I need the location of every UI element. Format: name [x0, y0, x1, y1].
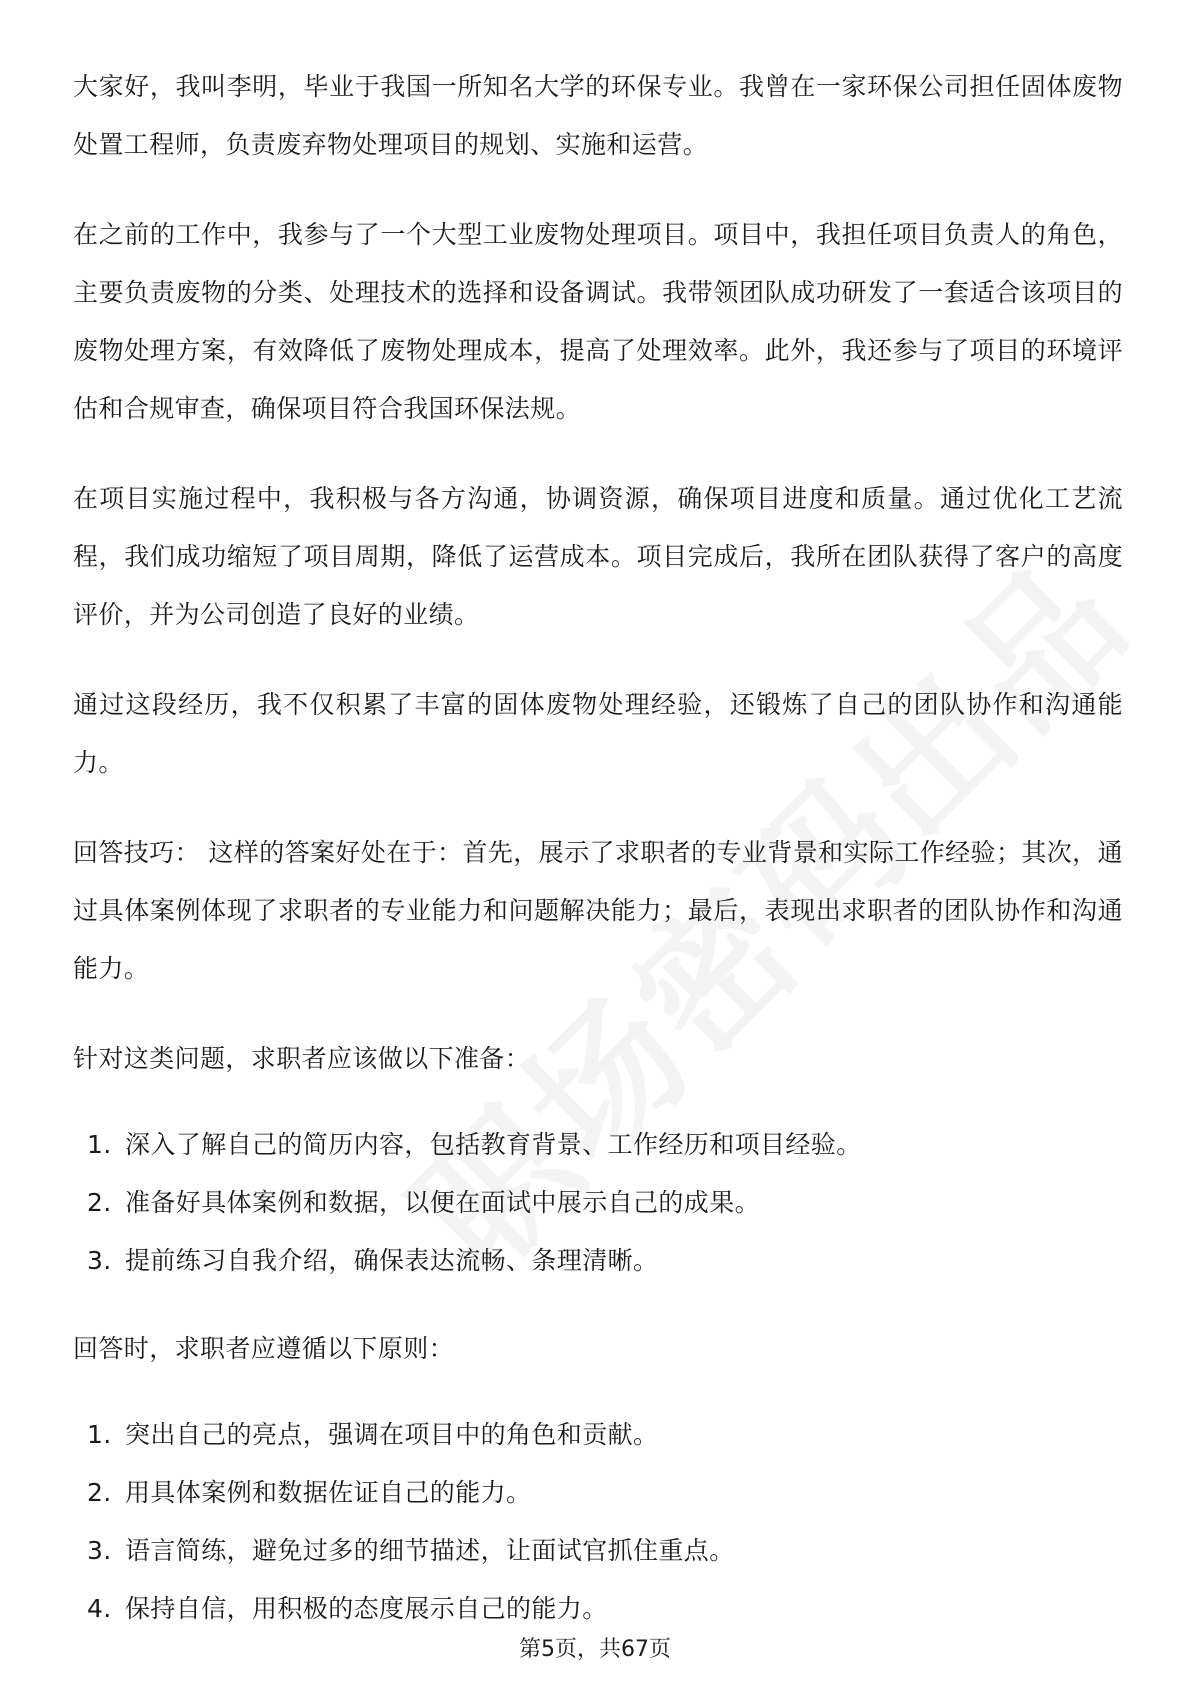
list-text: 保持自信，用积极的态度展示自己的能力。	[125, 1594, 608, 1623]
list-text: 用具体案例和数据佐证自己的能力。	[125, 1478, 532, 1507]
list-number: 2.	[87, 1478, 112, 1507]
list-text: 准备好具体案例和数据，以便在面试中展示自己的成果。	[125, 1188, 761, 1217]
list-number: 3.	[87, 1246, 112, 1275]
principles-list	[73, 1406, 1123, 1638]
list-number: 2.	[87, 1188, 112, 1217]
list-item	[73, 1522, 1123, 1580]
prep-list	[73, 1116, 1123, 1290]
list-item	[73, 1406, 1123, 1464]
prep-intro: 针对这类问题，求职者应该做以下准备：	[73, 1044, 531, 1073]
list-item	[73, 1174, 1123, 1232]
list-item	[73, 1464, 1123, 1522]
list-item	[73, 1580, 1123, 1638]
list-number: 1.	[87, 1420, 112, 1449]
paragraph-summary: 通过这段经历，我不仅积累了丰富的固体废物处理经验，还锻炼了自己的团队协作和沟通能力。	[73, 690, 1123, 777]
list-text: 深入了解自己的简历内容，包括教育背景、工作经历和项目经验。	[125, 1130, 862, 1159]
paragraph-intro: 大家好，我叫李明，毕业于我国一所知名大学的环保专业。我曾在一家环保公司担任固体废物处置工程师，负责废弃物处理项目的规划、实施和运营。	[73, 72, 1123, 159]
paragraph-project: 在之前的工作中，我参与了一个大型工业废物处理项目。项目中，我担任项目负责人的角色，主要负责废物的分类、处理技术的选择和设备调试。我带领团队成功研发了一套适合该项目的废物处理方案，有效降低了废物处理成本，提高了处理效率。此外，我还参与了项目的环境评估和合规审查，确保项目符合我国环保法规。	[73, 220, 1123, 423]
list-number: 1.	[87, 1130, 112, 1159]
document-body	[73, 58, 1123, 1668]
paragraph-tips: 回答技巧： 这样的答案好处在于：首先，展示了求职者的专业背景和实际工作经验；其次，通过具体案例体现了求职者的专业能力和问题解决能力；最后，表现出求职者的团队协作和沟通能力。	[73, 838, 1123, 983]
paragraph-implementation: 在项目实施过程中，我积极与各方沟通，协调资源，确保项目进度和质量。通过优化工艺流程，我们成功缩短了项目周期，降低了运营成本。项目完成后，我所在团队获得了客户的高度评价，并为公司创造了良好的业绩。	[73, 484, 1123, 629]
list-text: 突出自己的亮点，强调在项目中的角色和贡献。	[125, 1420, 659, 1449]
list-text: 提前练习自我介绍，确保表达流畅、条理清晰。	[125, 1246, 659, 1275]
principles-intro: 回答时，求职者应遵循以下原则：	[73, 1334, 455, 1363]
list-text: 语言简练，避免过多的细节描述，让面试官抓住重点。	[125, 1536, 735, 1565]
page-footer: 第5页，共67页	[519, 1637, 671, 1662]
list-number: 3.	[87, 1536, 112, 1565]
list-number: 4.	[87, 1594, 112, 1623]
list-item	[73, 1116, 1123, 1174]
list-item	[73, 1232, 1123, 1290]
